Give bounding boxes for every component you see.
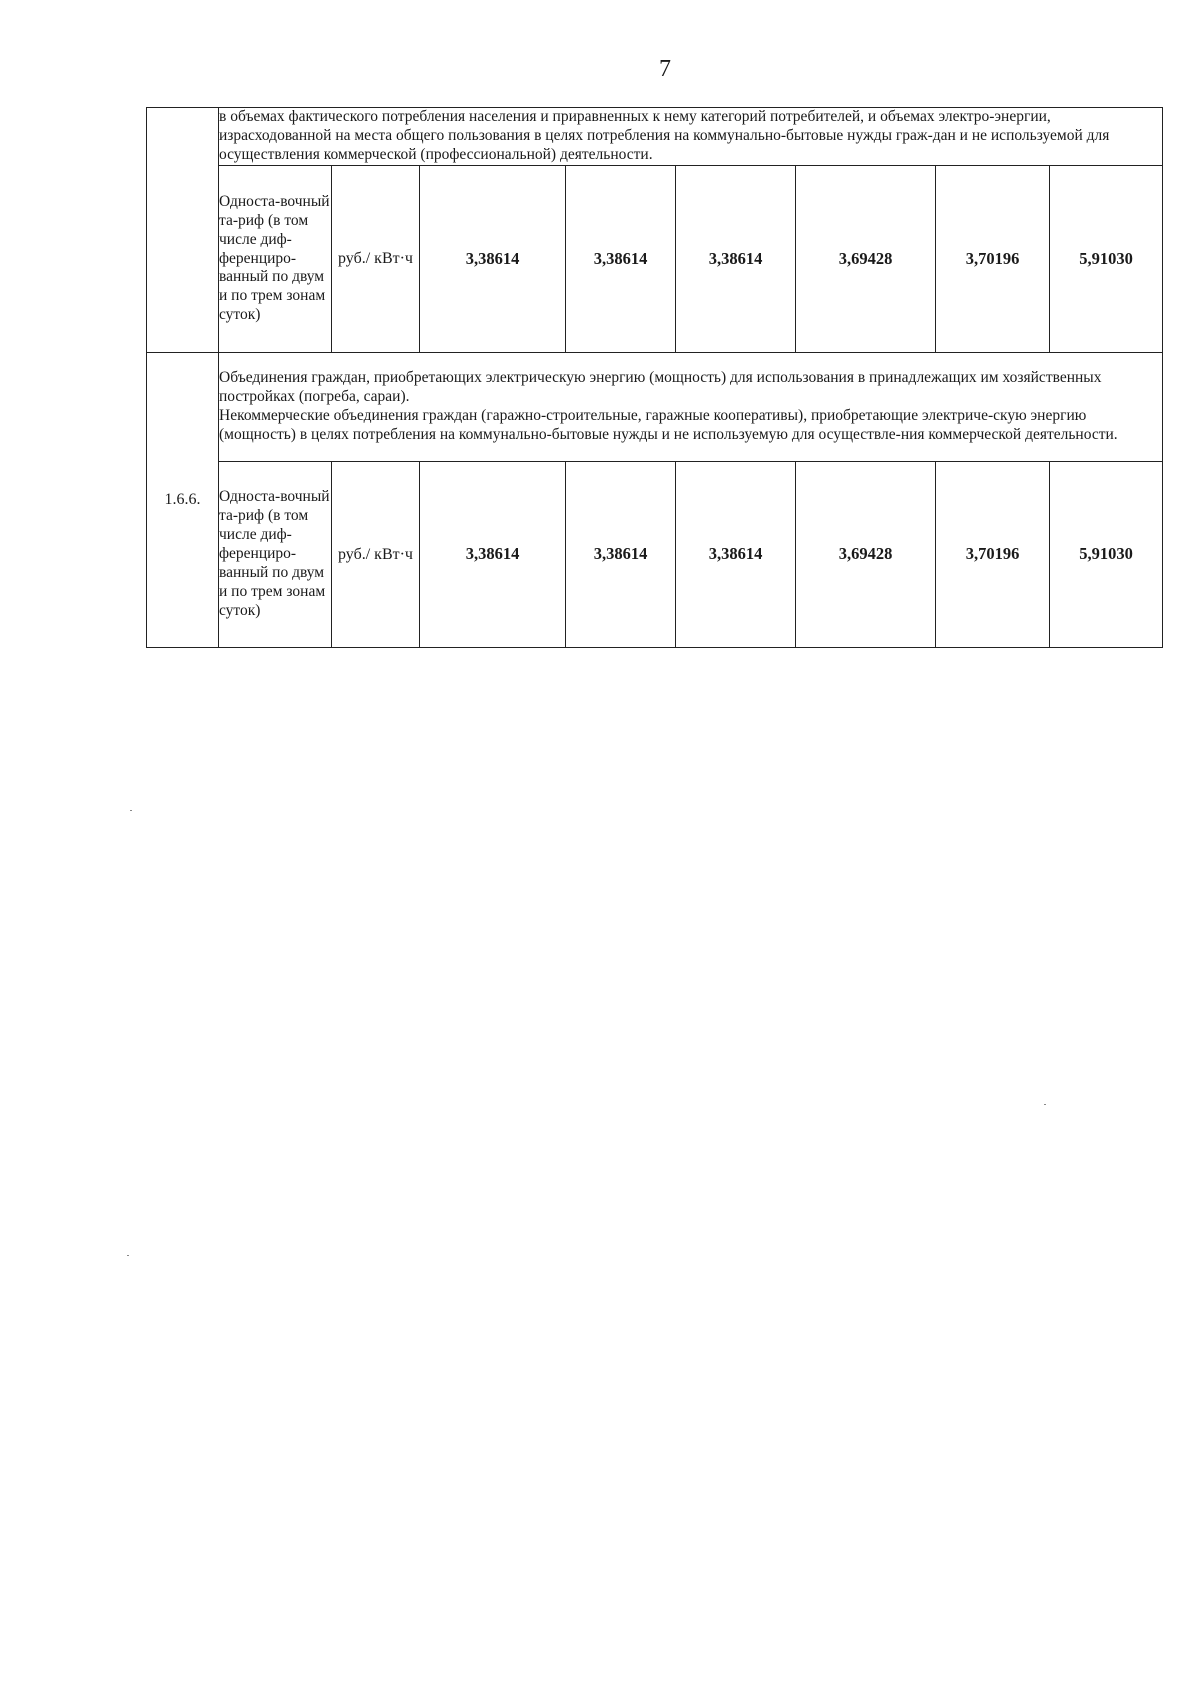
tariff-label: Односта-вочный та-риф (в том числе диф-ференциро-ванный по двум и по трем зонам суток) bbox=[219, 462, 332, 648]
category-description bbox=[219, 353, 1163, 462]
value-cell: 3,38614 bbox=[566, 166, 676, 353]
value-cell: 3,38614 bbox=[420, 462, 566, 648]
table-row bbox=[147, 108, 1163, 166]
unit-cell: руб./ кВт·ч bbox=[332, 166, 420, 353]
scan-speck bbox=[127, 1255, 129, 1256]
table-row bbox=[147, 353, 1163, 462]
value-cell: 3,38614 bbox=[676, 462, 796, 648]
table-row bbox=[147, 462, 1163, 648]
scan-speck bbox=[1044, 1104, 1046, 1105]
description-paragraph: Некоммерческие объединения граждан (гаражно-строительные, гаражные кооперативы), приобретающие электриче-скую энергию (мощность) в целях потребления на коммунально-бытовые нужды и не используемую для осуществле-ния коммерческой деятельности. bbox=[219, 407, 1118, 443]
scan-speck bbox=[130, 810, 132, 811]
description-paragraph: Объединения граждан, приобретающих электрическую энергию (мощность) для использования в принадлежащих им хозяйственных постройках (погреба, сараи). bbox=[219, 369, 1102, 406]
category-description bbox=[219, 108, 1163, 166]
value-cell: 3,38614 bbox=[566, 462, 676, 648]
value-cell: 5,91030 bbox=[1050, 166, 1163, 353]
page-number: 7 bbox=[659, 56, 671, 82]
row-number-cell bbox=[147, 108, 219, 353]
value-cell: 3,69428 bbox=[796, 166, 936, 353]
value-cell: 3,38614 bbox=[676, 166, 796, 353]
value-cell: 3,69428 bbox=[796, 462, 936, 648]
tariff-table bbox=[146, 107, 1163, 648]
value-cell: 3,70196 bbox=[936, 462, 1050, 648]
description-paragraph: в объемах фактического потребления населения и приравненных к нему категорий потребителей, и объемах электро-энергии, израсходованной на места общего пользования в целях потребления на коммунально-бытовые нужды граж-дан и не используемой для осуществления коммерческой (профессиональной) деятельности. bbox=[219, 108, 1110, 163]
table-row bbox=[147, 166, 1163, 353]
row-number-cell: 1.6.6. bbox=[147, 353, 219, 648]
value-cell: 5,91030 bbox=[1050, 462, 1163, 648]
unit-cell: руб./ кВт·ч bbox=[332, 462, 420, 648]
value-cell: 3,70196 bbox=[936, 166, 1050, 353]
tariff-label: Односта-вочный та-риф (в том числе диф-ференциро-ванный по двум и по трем зонам суток) bbox=[219, 166, 332, 353]
value-cell: 3,38614 bbox=[420, 166, 566, 353]
